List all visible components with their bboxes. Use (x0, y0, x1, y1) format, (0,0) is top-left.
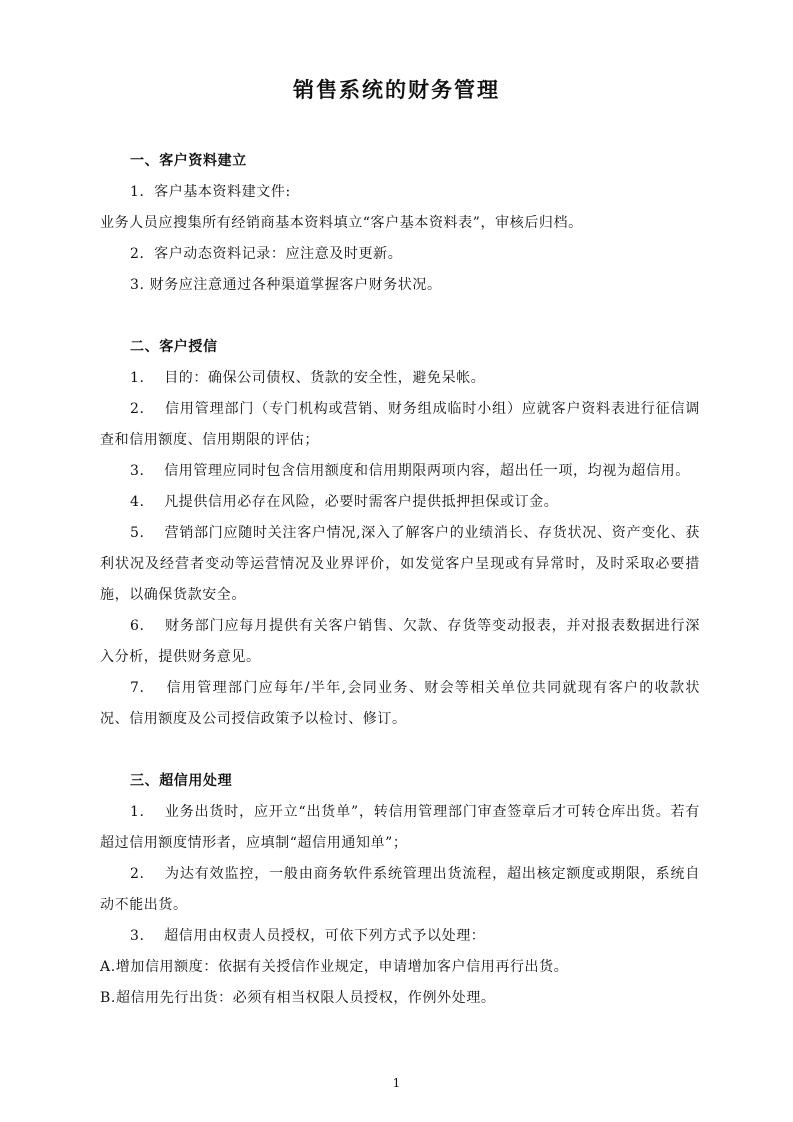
section-heading-credit-granting: 二、客户授信 (130, 339, 218, 355)
section1-line-4: 3. 财务应注意通过各种渠道掌握客户财务状况。 (130, 277, 442, 293)
section2-item-6: 6. 财务部门应每月提供有关客户销售、欠款、存货等变动报表，并对报表数据进行深入分析，提供财务意见。 (100, 618, 700, 665)
section-spacer (100, 301, 700, 332)
section2-item-3: 3. 信用管理应同时包含信用额度和信用期限两项内容，超出任一项，均视为超信用。 (130, 463, 690, 479)
document-title: 销售系统的财务管理 (293, 77, 500, 102)
section-heading-customer-records: 一、客户资料建立 (130, 153, 247, 169)
section2-item-4: 4. 凡提供信用必存在风险，必要时需客户提供抵押担保或订金。 (130, 494, 559, 510)
section-spacer (100, 735, 700, 766)
section-heading-over-credit: 三、超信用处理 (130, 773, 233, 789)
section3-option-b: B.超信用先行出货：必须有相当权限人员授权，作例外处理。 (100, 990, 496, 1006)
section1-line-2: 业务人员应搜集所有经销商基本资料填立“客户基本资料表”，审核后归档。 (100, 215, 583, 231)
section2-item-7: 7. 信用管理部门应每年/半年,会同业务、财会等相关单位共同就现有客户的收款状况、信用额度及公司授信政策予以检讨、修订。 (100, 680, 700, 727)
section3-item-3: 3. 超信用由权责人员授权，可依下列方式予以处理： (130, 928, 486, 944)
section2-item-1: 1. 目的：确保公司债权、货款的安全性，避免呆帐。 (130, 370, 486, 386)
section3-option-a: A.增加信用额度：依据有关授信作业规定，申请增加客户信用再行出货。 (100, 959, 569, 975)
section3-item-1: 1. 业务出货时，应开立“出货单”，转信用管理部门审查签章后才可转仓库出货。若有超过信用额度情形者，应填制“超信用通知单”； (100, 804, 700, 851)
section2-item-2: 2. 信用管理部门（专门机构或营销、财务组成临时小组）应就客户资料表进行征信调查和信用额度、信用期限的评估； (100, 401, 700, 448)
document-body (100, 146, 700, 1014)
page-number: 1 (392, 1076, 401, 1090)
section1-line-1: 1．客户基本资料建文件: (130, 184, 291, 200)
section1-line-3: 2．客户动态资料记录：应注意及时更新。 (130, 246, 403, 262)
section3-item-2: 2. 为达有效监控，一般由商务软件系统管理出货流程，超出核定额度或期限，系统自动不能出货。 (100, 866, 700, 913)
section2-item-5: 5. 营销部门应随时关注客户情况,深入了解客户的业绩消长、存货状况、资产变化、获利状况及经营者变动等运营情况及业界评价，如发觉客户呈现或有异常时，及时采取必要措施，以确保货款安全。 (100, 525, 700, 603)
